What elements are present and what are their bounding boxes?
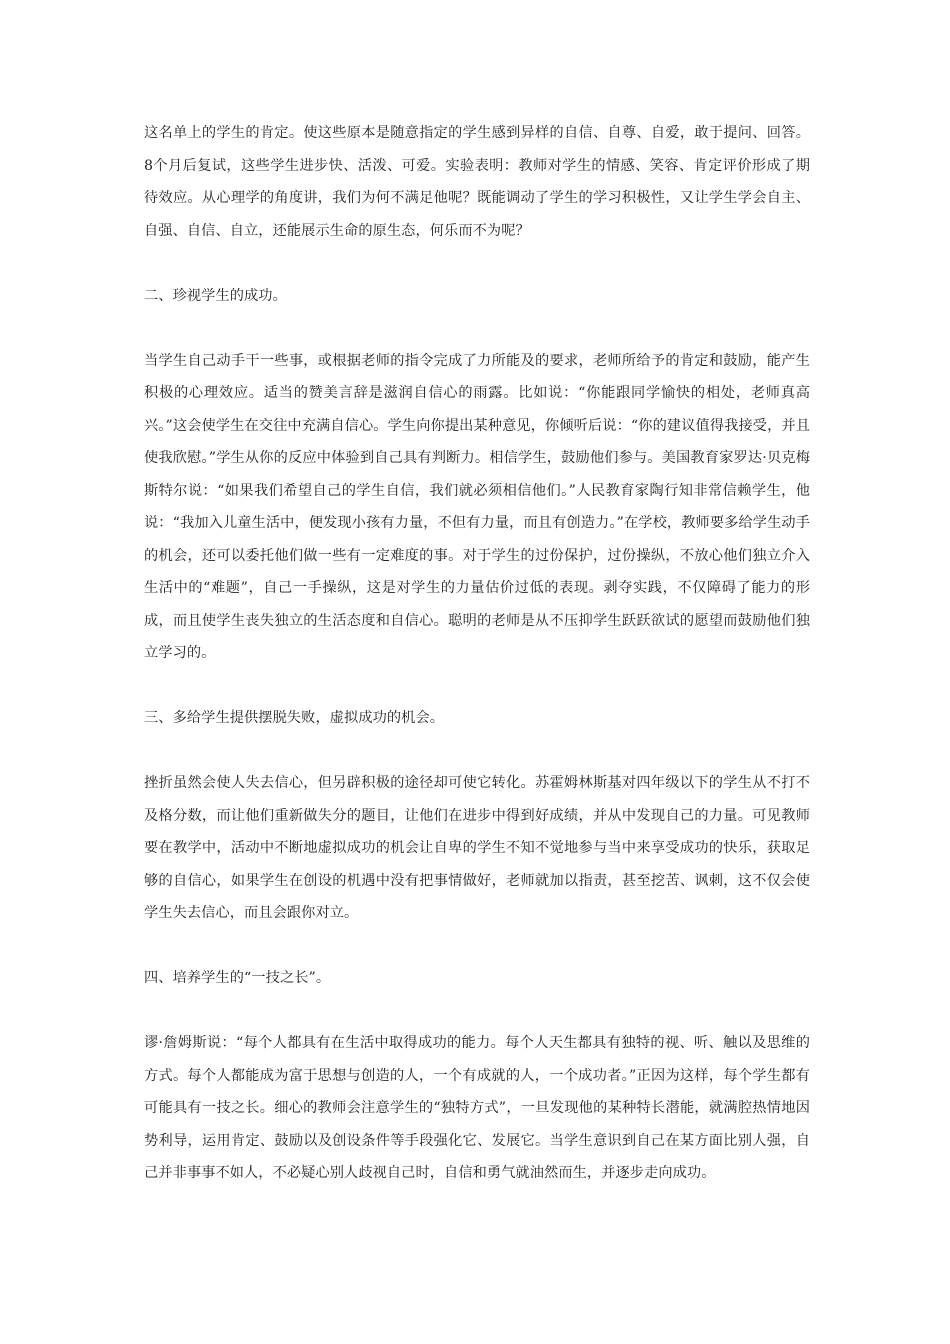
paragraph-spacer <box>144 247 810 280</box>
section-heading-2: 二、珍视学生的成功。 <box>144 287 287 304</box>
paragraph-spacer <box>144 930 810 963</box>
paragraph-section-4: 谬·詹姆斯说：“每个人都具有在生活中取得成功的能力。每个人天生都具有独特的视、听、触以及思维的方式。每个人都能成为富于思想与创造的人，一个有成就的人，一个成功者。”正因为这样，每个学生都有可能具有一技之长。细心的教师会注意学生的“独特方式”，一旦发现他的某种特长潜能，就满腔热情地因势利导，运用肯定、鼓励以及创设条件等手段强化它、发展它。当学生意识到自己在某方面比别人强，自己并非事事不如人，不必疑心别人歧视自己时，自信和勇气就油然而生，并逐步走向成功。 <box>144 1035 810 1181</box>
section-heading-3: 三、多给学生提供摆脱失败，虚拟成功的机会。 <box>144 710 445 726</box>
paragraph-section-3: 挫折虽然会使人失去信心，但另辟积极的途径却可使它转化。苏霍姆林斯基对四年级以下的学生从不打不及格分数，而让他们重新做失分的题目，让他们在进步中得到好成绩，并从中发现自己的力量。可见教师要在教学中，活动中不断地虚拟成功的机会让自卑的学生不知不觉地参与当中来享受成功的快乐，获取足够的自信心，如果学生在创设的机遇中没有把事情做好，老师就加以指责，甚至挖苦、讽刺，这不仅会使学生失去信心，而且会跟你对立。 <box>144 775 810 921</box>
paragraph-spacer <box>144 312 810 345</box>
document-body <box>144 117 810 1190</box>
section-heading-4: 四、培养学生的“一技之长”。 <box>144 970 331 986</box>
paragraph-spacer <box>144 670 810 703</box>
paragraph-intro: 这名单上的学生的肯定。使这些原本是随意指定的学生感到异样的自信、自尊、自爱，敢于提问、回答。8个月后复试，这些学生进步快、活泼、可爱。实验表明：教师对学生的情感、笑容、肯定评价形成了期待效应。从心理学的角度讲，我们为何不满足他呢？既能调动了学生的学习积极性，又让学生学会自主、自强、自信、自立，还能展示生命的原生态，何乐而不为呢？ <box>144 125 810 239</box>
paragraph-spacer <box>144 735 810 768</box>
paragraph-section-2: 当学生自己动手干一些事，或根据老师的指令完成了力所能及的要求，老师所给予的肯定和鼓励，能产生积极的心理效应。适当的赞美言辞是滋润自信心的雨露。比如说：“你能跟同学愉快的相处，老师真高兴。”这会使学生在交往中充满自信心。学生向你提出某种意见，你倾听后说：“你的建议值得我接受，并且使我欣慰。”学生从你的反应中体验到自己具有判断力。相信学生，鼓励他们参与。美国教育家罗达·贝克梅斯特尔说：“如果我们希望自己的学生自信，我们就必须相信他们。”人民教育家陶行知非常信赖学生，他说：“我加入儿童生活中，便发现小孩有力量，不但有力量，而且有创造力。”在学校，教师要多给学生动手的机会，还可以委托他们做一些有一定难度的事。对于学生的过份保护，过份操纵，不放心他们独立介入生活中的“难题”，自己一手操纵，这是对学生的力量估价过低的表现。剥夺实践，不仅障碍了能力的形成，而且使学生丧失独立的生活态度和自信心。聪明的老师是从不压抑学生跃跃欲试的愿望而鼓励他们独立学习的。 <box>144 352 810 661</box>
paragraph-spacer <box>144 995 810 1028</box>
